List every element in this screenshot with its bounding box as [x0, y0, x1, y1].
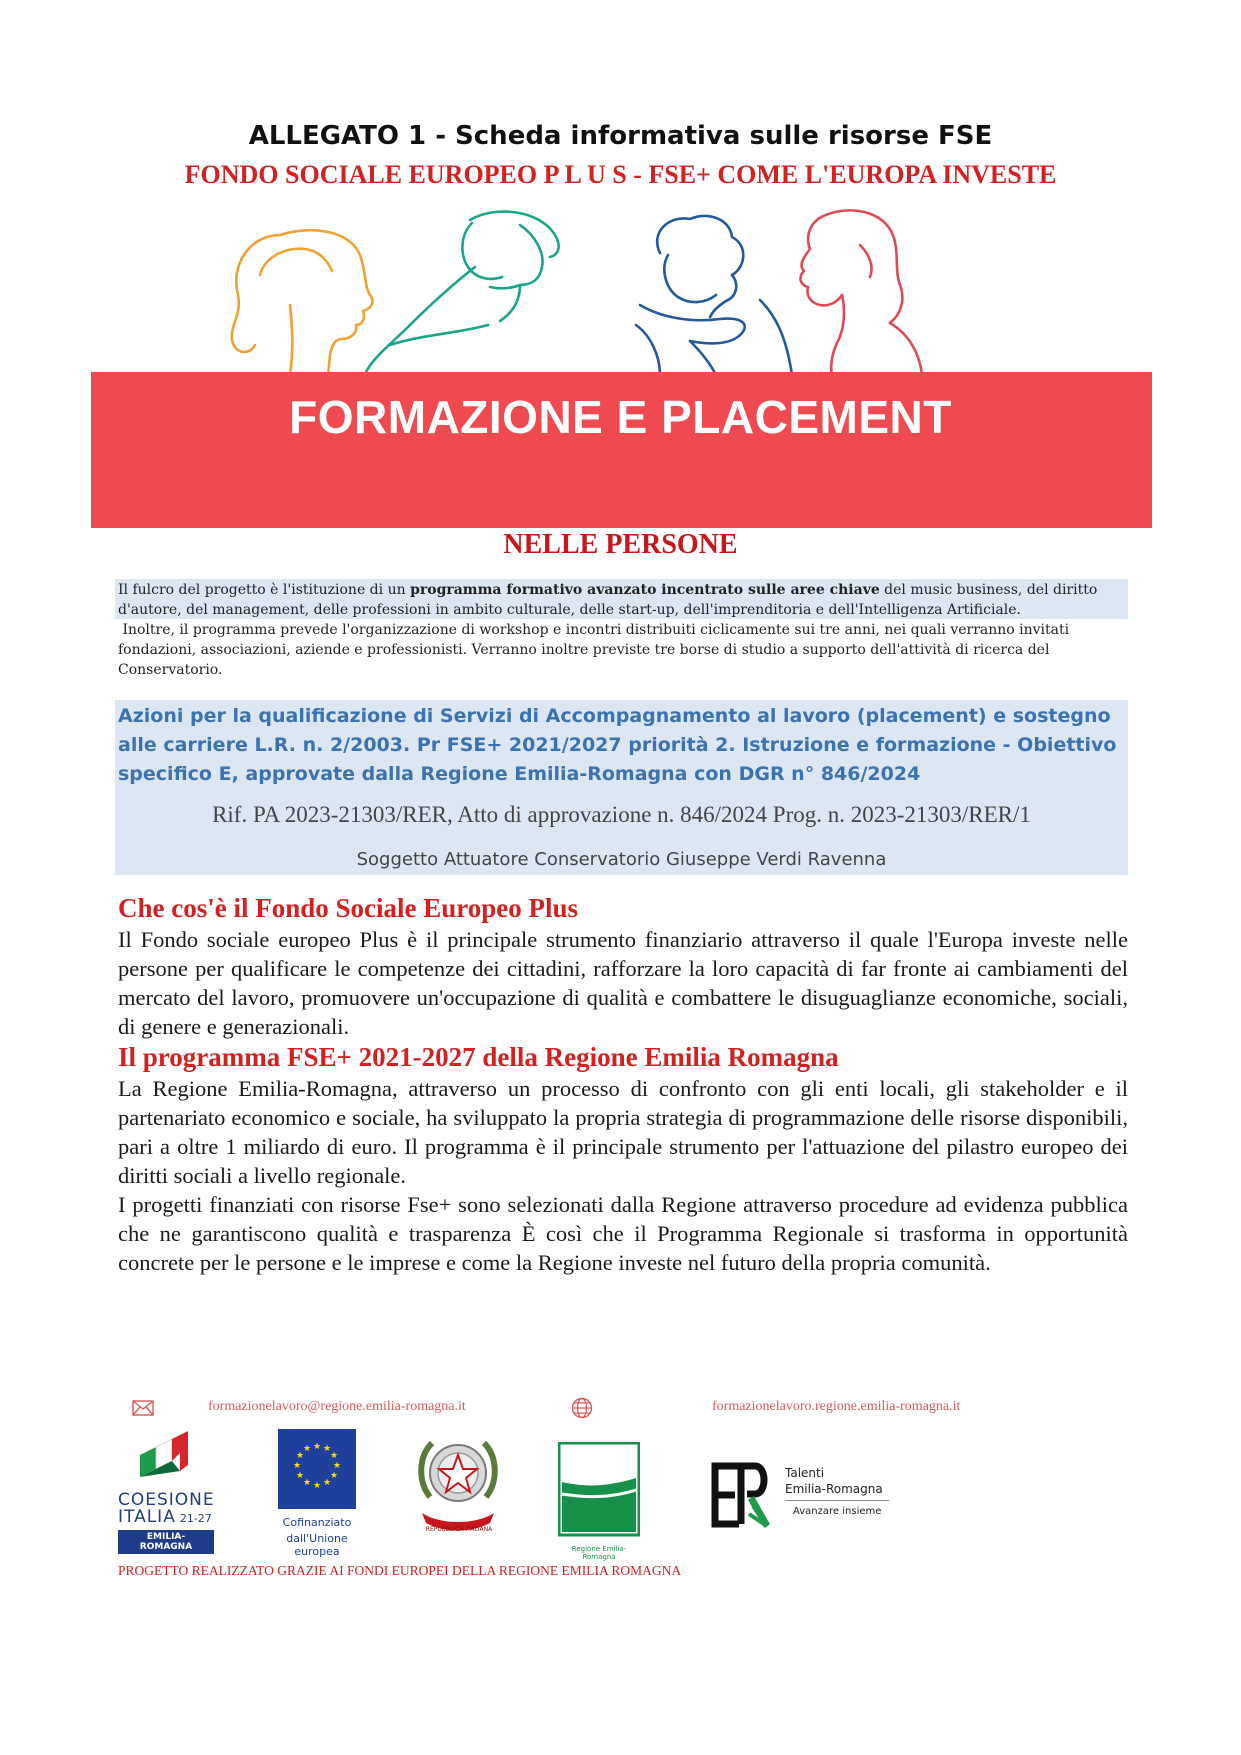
email-link[interactable]: formazionelavoro@regione.emilia-romagna.it [208, 1399, 466, 1414]
talenti-emilia-romagna-logo [705, 1452, 895, 1538]
svg-text:★: ★ [322, 1478, 332, 1488]
intro-text-part: del music business, del diritto d'autore, del management, delle professioni in ambito culturale, delle start-up, dell'imprenditoria e dell'Intelligenza Artificiale. [118, 582, 1098, 618]
regione-emilia-romagna-logo [558, 1442, 642, 1561]
talenti-line-3: Avanzare insieme [793, 1506, 882, 1517]
eu-line-1: Cofinanziato [282, 1516, 352, 1529]
intro-text-part: Inoltre, il programma prevede l'organizzazione di workshop e incontri distribuiti ciclicamente sui tre anni, nei quali verranno invitati fondazioni, associazioni, aziende e professionisti. Verranno inoltre previste tre borse di studio a supporto dell'attività di ricerca del Conservatorio. [118, 622, 1070, 678]
svg-text:★: ★ [295, 1471, 305, 1481]
reference-text: Rif. PA 2023-21303/RER, Atto di approvazione n. 846/2024 Prog. n. 2023-21303/RER/1 [212, 802, 1031, 827]
svg-text:★: ★ [302, 1478, 312, 1488]
fse-paragraph: Il Fondo sociale europeo Plus è il principale strumento finanziario attraverso il quale l'Europa investe nelle persone per qualificare le competenze dei cittadini, rafforzare la loro capacità di far fronte ai cambiamenti del mercato del lavoro, promuovere un'occupazione di qualità e combattere le disuguaglianze economiche, sociali, di genere e generazionali. [118, 927, 1128, 1039]
orange-face-drawing [232, 230, 373, 375]
repubblica-label: REPUBBLICA ITALIANA [425, 1526, 493, 1533]
svg-text:★: ★ [292, 1461, 302, 1471]
talenti-divider [785, 1500, 889, 1501]
faces-illustration [220, 205, 1020, 375]
italian-emblem-icon [410, 1427, 506, 1537]
intro-text-bold: programma formativo avanzato incentrato sulle aree chiave [410, 582, 880, 598]
website-link[interactable]: formazionelavoro.regione.emilia-romagna.it [712, 1399, 961, 1414]
svg-text:★: ★ [329, 1471, 339, 1481]
talenti-line-2: Emilia-Romagna [785, 1482, 883, 1496]
actions-text: Azioni per la qualificazione di Servizi di Accompagnamento al lavoro (placement) e sostegno alle carriere L.R. n. 2/2003. Pr FSE+ 2021/2027 priorità 2. Istruzione e formazione - Obiettivo specifico E, approvate dalla Regione Emilia-Romagna con DGR n° 846/2024 [118, 705, 1117, 785]
program-heading: Il programma FSE+ 2021-2027 della Regione Emilia Romagna [118, 1042, 839, 1072]
fse-heading: Che cos'è il Fondo Sociale Europeo Plus [118, 893, 579, 923]
er-monogram-icon [705, 1458, 775, 1534]
svg-text:★: ★ [312, 1481, 322, 1491]
coesione-italia-logo [118, 1425, 218, 1552]
repubblica-italiana-emblem [410, 1427, 506, 1551]
blue-face-drawing [636, 216, 792, 375]
footer-text: PROGETTO REALIZZATO GRAZIE AI FONDI EUROPEI DELLA REGIONE EMILIA ROMAGNA [118, 1563, 682, 1578]
banner-title: FORMAZIONE E PLACEMENT [289, 391, 952, 443]
implementer-text: Soggetto Attuatore Conservatorio Giuseppe Verdi Ravenna [356, 849, 887, 870]
eu-cofinanced-logo [262, 1429, 372, 1558]
document-title: ALLEGATO 1 - Scheda informativa sulle risorse FSE [248, 121, 993, 151]
banner-tagline: NELLE PERSONE [503, 529, 738, 560]
envelope-icon [132, 1400, 154, 1416]
globe-icon [571, 1397, 593, 1419]
coesione-italia-word: ITALIA [118, 1507, 176, 1527]
program-paragraph-1: La Regione Emilia-Romagna, attraverso un processo di confronto con gli enti locali, gli stakeholder e il partenariato economico e sociale, ha sviluppato la propria strategia di programmazione delle risorse disponibili, pari a oltre 1 miliardo di euro. Il programma è il principale strumento per l'attuazione del pilastro europeo dei diritti sociali a livello regionale. [118, 1076, 1128, 1188]
coesione-line-2 [118, 1508, 218, 1528]
intro-text-part: Il fulcro del progetto è l'istituzione di un [118, 582, 411, 598]
coesione-years: 21-27 [179, 1512, 212, 1525]
svg-text:★: ★ [329, 1451, 339, 1461]
document-subtitle: FONDO SOCIALE EUROPEO P L U S - FSE+ COME L'EUROPA INVESTE [184, 160, 1057, 189]
eu-flag-icon [278, 1429, 356, 1509]
svg-text:★: ★ [312, 1442, 322, 1452]
coesione-symbol [118, 1425, 218, 1487]
svg-text:★: ★ [295, 1451, 305, 1461]
intro-text [118, 580, 1128, 680]
program-paragraph-2: I progetti finanziati con risorse Fse+ sono selezionati dalla Regione attraverso procedure ad evidenza pubblica che ne garantiscono qualità e trasparenza È così che il Programma Regionale si trasforma in opportunità concrete per le persone e le imprese e come la Regione investe nel futuro della propria comunità. [118, 1192, 1128, 1275]
teal-face-drawing [365, 212, 559, 375]
regione-symbol [558, 1442, 640, 1540]
intro-paragraph-2 [118, 620, 1128, 680]
red-face-drawing [801, 210, 922, 375]
talenti-line-1: Talenti [785, 1466, 825, 1480]
eu-line-2: dall'Unione europea [286, 1532, 348, 1558]
regione-label: Regione Emilia-Romagna [571, 1545, 627, 1561]
svg-text:★: ★ [302, 1444, 312, 1454]
svg-text:★: ★ [332, 1461, 342, 1471]
intro-paragraph-1 [118, 580, 1128, 620]
coesione-region-badge: EMILIA-ROMAGNA [118, 1530, 214, 1554]
coesione-line-1: COESIONE [118, 1490, 215, 1510]
svg-text:★: ★ [322, 1444, 332, 1454]
